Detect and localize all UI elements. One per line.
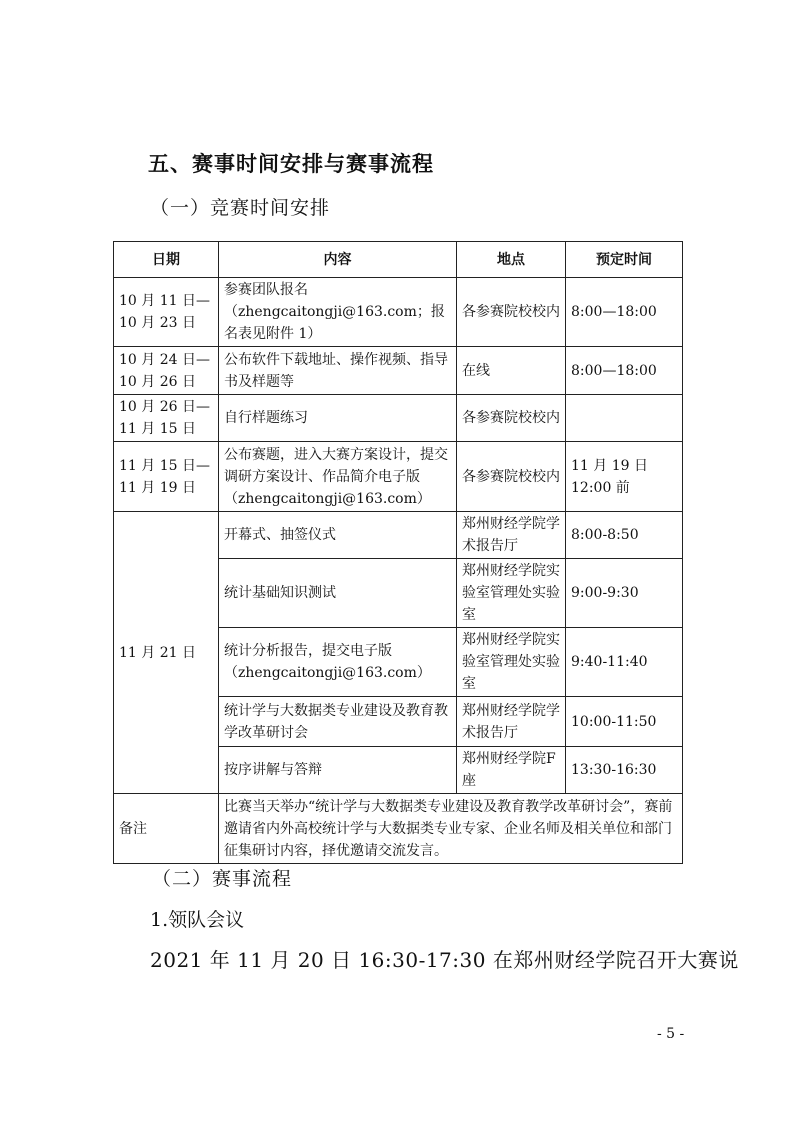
cell-content: 公布赛题，进入大赛方案设计，提交调研方案设计、作品简介电子版（zhengcaitongji@163.com） (219, 442, 457, 512)
cell-content: 统计基础知识测试 (219, 559, 457, 628)
schedule-table (113, 241, 683, 864)
cell-place: 郑州财经学院实验室管理处实验室 (457, 559, 566, 628)
table-header-row (114, 242, 683, 278)
header-content: 内容 (219, 242, 457, 278)
cell-content: 按序讲解与答辩 (219, 747, 457, 794)
page-number: - 5 - (657, 1026, 685, 1042)
cell-time: 10:00-11:50 (566, 697, 683, 747)
cell-date-merged: 11 月 21 日 (114, 512, 219, 794)
table-row (114, 278, 683, 347)
cell-time: 9:00-9:30 (566, 559, 683, 628)
header-date: 日期 (114, 242, 219, 278)
cell-content: 开幕式、抽签仪式 (219, 512, 457, 559)
cell-time: 8:00—18:00 (566, 347, 683, 395)
cell-content: 公布软件下载地址、操作视频、指导书及样题等 (219, 347, 457, 395)
cell-time: 13:30-16:30 (566, 747, 683, 794)
cell-content: 自行样题练习 (219, 395, 457, 442)
cell-content: 统计分析报告，提交电子版 （zhengcaitongji@163.com） (219, 628, 457, 697)
cell-place: 郑州财经学院学术报告厅 (457, 697, 566, 747)
header-place: 地点 (457, 242, 566, 278)
list-item-leader-meeting: 1.领队会议 (150, 909, 245, 931)
cell-date: 10 月 24 日— 10 月 26 日 (114, 347, 219, 395)
cell-place: 各参赛院校校内 (457, 442, 566, 512)
header-time: 预定时间 (566, 242, 683, 278)
table-row (114, 442, 683, 512)
table-row (114, 347, 683, 395)
cell-content: 参赛团队报名 （zhengcaitongji@163.com；报名表见附件 1） (219, 278, 457, 347)
cell-place: 各参赛院校校内 (457, 278, 566, 347)
cell-content: 统计学与大数据类专业建设及教育教学改革研讨会 (219, 697, 457, 747)
cell-place: 郑州财经学院实验室管理处实验室 (457, 628, 566, 697)
cell-place: 在线 (457, 347, 566, 395)
table-row (114, 395, 683, 442)
section-heading: 五、赛事时间安排与赛事流程 (148, 152, 434, 176)
cell-date: 10 月 26 日— 11 月 15 日 (114, 395, 219, 442)
cell-place: 各参赛院校校内 (457, 395, 566, 442)
cell-date: 10 月 11 日— 10 月 23 日 (114, 278, 219, 347)
note-text: 比赛当天举办“统计学与大数据类专业建设及教育教学改革研讨会”，赛前邀请省内外高校统计学与大数据类专业专家、企业名师及相关单位和部门征集研讨内容，择优邀请交流发言。 (219, 794, 683, 864)
body-paragraph: 2021 年 11 月 20 日 16:30-17:30 在郑州财经学院召开大赛说 (150, 948, 739, 972)
cell-time (566, 395, 683, 442)
subsection-heading-process: （二）赛事流程 (152, 868, 293, 890)
table-row (114, 512, 683, 559)
cell-time: 11 月 19 日 12:00 前 (566, 442, 683, 512)
cell-place: 郑州财经学院学术报告厅 (457, 512, 566, 559)
cell-time: 9:40-11:40 (566, 628, 683, 697)
cell-time: 8:00—18:00 (566, 278, 683, 347)
subsection-heading-schedule: （一）竞赛时间安排 (150, 197, 331, 219)
cell-date: 11 月 15 日— 11 月 19 日 (114, 442, 219, 512)
cell-time: 8:00-8:50 (566, 512, 683, 559)
cell-place: 郑州财经学院F 座 (457, 747, 566, 794)
table-row-note (114, 794, 683, 864)
note-label: 备注 (114, 794, 219, 864)
